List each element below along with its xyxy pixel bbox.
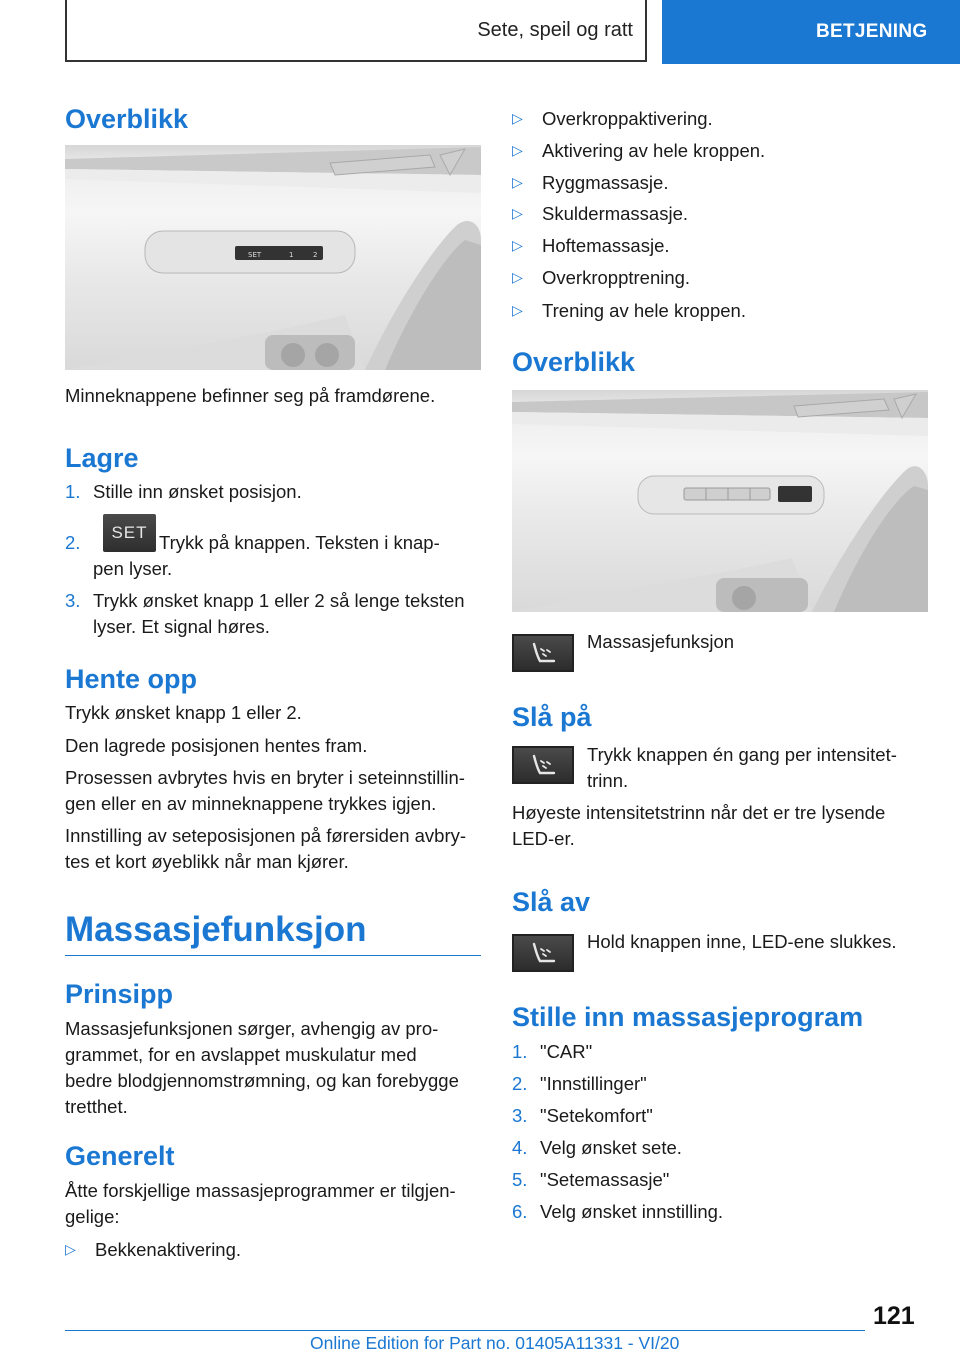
door-massage-button-image [512, 390, 928, 612]
step-number: 3. [512, 1105, 528, 1126]
recall-line-1: Trykk ønsket knapp 1 eller 2. [65, 702, 302, 723]
bullet-triangle-icon: ▷ [512, 110, 523, 126]
program-step: 6. Velg ønsket innstilling. [512, 1199, 723, 1225]
bullet-triangle-icon: ▷ [512, 237, 523, 253]
step-number: 2. [65, 532, 81, 553]
section-divider [65, 955, 481, 956]
set-button-icon: SET [103, 514, 156, 552]
switch-off-heading: Slå av [512, 887, 591, 917]
program-item: ▷ Trening av hele kroppen. [512, 297, 746, 324]
recall-line-3: Prosessen avbrytes hvis en bryter i seteinnstillin- [65, 767, 465, 788]
program-item: ▷ Overkroppaktivering. [512, 105, 713, 132]
switch-off-text: Hold knappen inne, LED-ene slukkes. [587, 931, 897, 952]
door-memory-buttons-image [65, 145, 481, 370]
bullet-triangle-icon: ▷ [65, 1241, 76, 1257]
recall-heading: Hente opp [65, 664, 197, 694]
program-item: ▷ Aktivering av hele kroppen. [512, 137, 765, 164]
general-heading: Generelt [65, 1141, 175, 1171]
step-number: 3. [65, 590, 81, 611]
switch-on-line-2: trinn. [587, 770, 629, 791]
recall-line-6: tes et kort øyeblikk når man kjører. [65, 851, 349, 872]
save-step-3 [65, 588, 485, 614]
switch-on-heading: Slå på [512, 702, 592, 732]
bullet-triangle-icon: ▷ [512, 174, 523, 190]
step-number: 6. [512, 1201, 528, 1222]
program-item: ▷ Hoftemassasje. [512, 232, 670, 259]
step-text: Trykk ønsket knapp 1 eller 2 så lenge teksten [93, 590, 465, 611]
step-number: 1. [512, 1041, 528, 1062]
switch-on-line-1: Trykk knappen én gang per intensitet- [587, 744, 897, 765]
program-item: ▷ Bekkenaktivering. [65, 1236, 241, 1263]
program-item: ▷ Ryggmassasje. [512, 169, 668, 196]
principle-line-4: tretthet. [65, 1096, 128, 1117]
principle-line-2: grammet, for en avslappet muskulatur med [65, 1044, 417, 1065]
principle-line-3: bedre blodgjennomstrømning, og kan forebygge [65, 1070, 459, 1091]
door-1-button-text: 1 [289, 251, 294, 259]
massage-seat-icon [512, 746, 574, 784]
principle-line-1: Massasjefunksjonen sørger, avhengig av pro- [65, 1018, 439, 1039]
save-step-3-cont: lyser. Et signal høres. [93, 616, 270, 637]
massage-label: Massasjefunksjon [587, 631, 735, 652]
recall-line-4: gen eller en av minneknappene trykkes igjen. [65, 793, 437, 814]
general-line-2: gelige: [65, 1206, 120, 1227]
recall-line-2: Den lagrede posisjonen hentes fram. [65, 735, 368, 756]
save-step-2-cont: pen lyser. [93, 558, 173, 579]
program-item: ▷ Skuldermassasje. [512, 200, 688, 227]
door-2-button-text: 2 [313, 251, 318, 259]
footer-edition: Online Edition for Part no. 01405A11331 - VI/20 [310, 1333, 680, 1353]
program-step: 2. "Innstillinger" [512, 1071, 647, 1097]
program-step: 3. "Setekomfort" [512, 1103, 653, 1129]
step-number: 2. [512, 1073, 528, 1094]
overview-heading: Overblikk [65, 104, 189, 134]
switch-on-note-1: Høyeste intensitetstrinn når det er tre lysende [512, 802, 886, 823]
program-step: 4. Velg ønsket sete. [512, 1135, 682, 1161]
step-number: 4. [512, 1137, 528, 1158]
massage-section-heading: Massasjefunksjon [65, 910, 367, 949]
program-step: 1. "CAR" [512, 1039, 592, 1065]
step-text: Stille inn ønsket posisjon. [93, 481, 302, 502]
footer-divider [65, 1330, 865, 1331]
bullet-triangle-icon: ▷ [512, 205, 523, 221]
step-number: 5. [512, 1169, 528, 1190]
general-line-1: Åtte forskjellige massasjeprogrammer er tilgjen- [65, 1180, 456, 1201]
set-program-heading: Stille inn massasjeprogram [512, 1002, 864, 1032]
overview-caption: Minneknappene befinner seg på framdørene. [65, 385, 436, 406]
step-number: 1. [65, 481, 81, 502]
bullet-triangle-icon: ▷ [512, 142, 523, 158]
save-heading: Lagre [65, 443, 139, 473]
switch-on-note-2: LED-er. [512, 828, 575, 849]
bullet-triangle-icon: ▷ [512, 302, 523, 318]
program-step: 5. "Setemassasje" [512, 1167, 669, 1193]
massage-seat-icon [512, 934, 574, 972]
principle-heading: Prinsipp [65, 979, 174, 1009]
massage-seat-icon [512, 634, 574, 672]
header-section-title: Sete, speil og ratt [65, 0, 647, 62]
program-item: ▷ Overkropptrening. [512, 264, 690, 291]
step-text: Trykk på knappen. Teksten i knap- [159, 532, 440, 553]
page-number: 121 [873, 1302, 915, 1330]
overview-heading-2: Overblikk [512, 347, 636, 377]
recall-line-5: Innstilling av seteposisjonen på førersiden avbry- [65, 825, 467, 846]
bullet-triangle-icon: ▷ [512, 269, 523, 285]
door-set-button-text: SET [248, 251, 262, 259]
header-chapter-tab[interactable]: BETJENING [662, 0, 960, 64]
save-step-1 [65, 479, 481, 505]
